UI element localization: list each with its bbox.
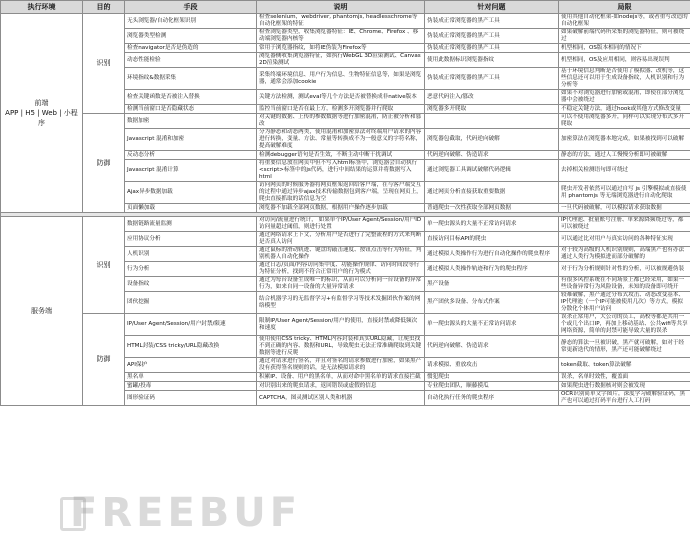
limitation-cell: 一旦代码被破解，可以模拟请求获取数据	[559, 204, 690, 213]
method-cell: 检查关键函数是否被注入替换	[125, 90, 257, 105]
limitation-cell: 去掉相关检测语句即可绕过	[559, 160, 690, 182]
table-row	[1, 314, 690, 336]
description-cell: 检查selenium，webdriver, phantomjs, headlesschrome等自动化框架的特征	[257, 14, 425, 29]
target-issue-cell: 浏览器多开爬取	[425, 105, 559, 114]
limitation-cell: 误杀，名单时效性，覆盖面	[559, 373, 690, 382]
description-cell: 对关键的数据、上传的参数数据等进行加密混淆，防止被分析和篡改	[257, 114, 425, 129]
limitation-cell: 机型相同，OS版本相同的情况下	[559, 44, 690, 53]
method-cell: Javascript 混淆计算	[125, 160, 257, 182]
method-cell: HTML封装/CSS tricky/URL隐藏改换	[125, 336, 257, 358]
description-cell: 关键方法检测，测试eval等几个方法是否被替换成非native版本	[257, 90, 425, 105]
method-cell: 反动态分析	[125, 151, 257, 160]
header-description: 说明	[257, 1, 425, 14]
description-cell: 将重要信息放在网页中但不写入html标签中，浏览器会自动执行<script>标签中的js代码，进行中间结果的运算并将数据写入html	[257, 160, 425, 182]
header-target-issue: 针对问题	[425, 1, 559, 14]
limitation-cell: 有很多风控系统在不同场景上都已经采用，如果一些设备异常行为风险设备，未知的设备即可绕开	[559, 277, 690, 292]
description-cell: 浏览器侧收集浏览器特征，如执行WebGL 3D渲染测试、Canvas 2D渲染测试	[257, 53, 425, 68]
target-issue-cell: 代码逆向破解、伪造请求	[425, 151, 559, 160]
description-cell: 通过对请求进行签名，并且对签名的请求参数进行加密，如果黑产没有获得签名规则的话，是无法模拟请求的	[257, 358, 425, 373]
description-cell: 浏览器不加载全部网页数据，根据用户操作逐步加载	[257, 204, 425, 213]
target-issue-cell: 黑产团伙多设备、分布式作案	[425, 292, 559, 314]
description-cell: 积累IP、设备、用户的黑名单，从而对命中黑名单的请求直接拦截	[257, 373, 425, 382]
table-row	[1, 14, 690, 29]
limitation-cell: 较难破解，黑产通过分布式攻击、动态改变基本、IP代理池（一个IP可能被使用几次）等方式，模拟分散化个体用户访问	[559, 292, 690, 314]
limitation-cell: 对于行为分析规则针对性的分析，可以被规避伪装	[559, 262, 690, 277]
description-cell: 限制IP/User Agent/Session/用户的使用，直接封禁或降低频次和速度	[257, 314, 425, 336]
description-cell: 分为静态和动态两类，使用混淆和加密算法对终端用户请求的内容进行转换，变量、方法、常量等转换成不为一般意义的字符名称，提高破解难度	[257, 129, 425, 151]
target-issue-cell: 通过网页分析直接获取重要数据	[425, 182, 559, 204]
description-cell: 检查浏览器类型，收集浏览器特征：IE、Chrome、Firefox 、移动端浏览器内核等	[257, 29, 425, 44]
limitation-cell: 静态的方法，通过人工慢慢分析即可被破解	[559, 151, 690, 160]
limitation-cell: 如果爬虫进行数据核对则会被发现	[559, 382, 690, 391]
target-issue-cell: 普通爬虫一次性获取全部网页数据	[425, 204, 559, 213]
target-issue-cell	[425, 114, 559, 129]
header-env: 执行环境	[1, 1, 83, 14]
method-cell: 环境指纹&数据采集	[125, 68, 257, 90]
description-cell: 结合机器学习的无监督学习+有监督学习等技术发掘团伙作案的网络模型	[257, 292, 425, 314]
limitation-cell: token截取、token算法破解	[559, 358, 690, 373]
limitation-cell: 如果破解前端代码所采集的浏览器特征，则可被绕过	[559, 29, 690, 44]
limitation-cell: 不稳定关键方法，通过hook或其他方式修改变量	[559, 105, 690, 114]
method-cell: Javascript 混淆和加密	[125, 129, 257, 151]
env-cell: 服务端	[1, 217, 83, 406]
method-cell: 页面懒加载	[125, 204, 257, 213]
purpose-cell: 识别	[83, 14, 125, 114]
method-cell: 检测当前窗口是否隐藏状态	[125, 105, 257, 114]
limitation-cell: 爬虫开发者依然可以通过自写 js 引擎模拟或直接使用 phantomjs 等无端浏览器进行自动化爬取	[559, 182, 690, 204]
description-cell: 采集终端环境信息、用户行为信息、生物特征信息等，如果是浏览器，通常会添加cookie	[257, 68, 425, 90]
method-cell: 团伙挖掘	[125, 292, 257, 314]
method-cell: API保护	[125, 358, 257, 373]
method-cell: 黑名单	[125, 373, 257, 382]
limitation-cell: 使用其他自动化框架-如nodejs等，或者重写改造的自动化框架	[559, 14, 690, 29]
description-cell: 通过日志/页面/内容访问集中度、功能操作规律、访问时间段等行为特征分析，找到不符合正常用户的行为模式	[257, 262, 425, 277]
env-cell: 前端 APP | H5 | Web | 小程序	[1, 14, 83, 213]
method-cell: 蜜罐/投毒	[125, 382, 257, 391]
limitation-cell: 机型相同，OS及应用相同，则容易出现误判	[559, 53, 690, 68]
target-issue-cell: 自动化执行任务的爬虫程序	[425, 391, 559, 406]
header-purpose: 目的	[83, 1, 125, 14]
description-cell: 常用于浏览器指纹，如将IE伪装为Firefox等	[257, 44, 425, 53]
method-cell: 动态性能检验	[125, 53, 257, 68]
target-issue-cell: 通过模拟人类操作行为进行自动化操作的爬虫程序	[425, 247, 559, 262]
target-issue-cell: 黑产设备	[425, 277, 559, 292]
method-cell: Ajax异步数据加载	[125, 182, 257, 204]
description-cell: 访问网页的时候服务器将网页框架返回给客户端，在与客户端交互的过程中通过异步ajax技术传输数据包到客户端，呈现在网页上，爬虫直接抓取的话信息为空	[257, 182, 425, 204]
watermark: FREEBUF	[70, 490, 302, 536]
target-issue-cell: 代码逆向破解、伪造请求	[425, 336, 559, 358]
target-issue-cell: 直接访问目标API的爬虫	[425, 232, 559, 247]
description-cell: 对识别出来的爬虫请求，返回错误或虚假的信息	[257, 382, 425, 391]
description-cell: 通过为每台设备生成唯一的标识，从而可以分析同一台设备的异常行为，如来自同一设备的大量异常请求	[257, 277, 425, 292]
limitation-cell: 对于较为高级的人机识别规则，高端黑产也有办法通过人类行为模拟进而部分破解的	[559, 247, 690, 262]
description-cell: 通过鼠标的滑动轨迹、键盘的敲击速度、按钮点击等行为特征，判别机器人自动化操作	[257, 247, 425, 262]
limitation-cell: 静态的算法一旦被识破，黑产就可破解，如对于经常更新迭代的情形，黑产还可能破解绕过	[559, 336, 690, 358]
limitation-cell: 可以通过比对用户与真实访问的各种特征实现	[559, 232, 690, 247]
target-issue-cell: 伪装成正常浏览器的黑产工具	[425, 14, 559, 29]
target-issue-cell: 伪装成正常浏览器的黑产工具	[425, 29, 559, 44]
header-limitation: 局限	[559, 1, 690, 14]
description-cell: CAPTCHA，图灵测试区别人类和机器	[257, 391, 425, 406]
method-cell: 浏览器类型检测	[125, 29, 257, 44]
limitation-cell: 误杀正常用户，大公司的员工，高校等都是共用一个或几个出口IP，再加上移动基站、公共wifi等共享网络资源，简单的封禁可能导致大量的误杀	[559, 314, 690, 336]
target-issue-cell: 使用此数据标识浏览器指纹	[425, 53, 559, 68]
target-issue-cell: 惯犯爬虫	[425, 373, 559, 382]
watermark-logo-icon	[60, 497, 86, 531]
description-cell: 对访问/流量进行统计， 如果单个IP/User Agent/Session/用户ID访问量超过阈值，则进行处置	[257, 217, 425, 232]
target-issue-cell: 单一爬虫源头的大量不正常访问请求	[425, 217, 559, 232]
description-cell: 使用使用CSS tricky、HTML内容封装和真实URL隐藏，让爬虫找不到正确的内容、数据和URL，导致爬虫无法正常准确爬取到关键数据等进行反爬	[257, 336, 425, 358]
target-issue-cell: 恶意代码注入/篡改	[425, 90, 559, 105]
target-issue-cell: 伪装成正常浏览器的黑产工具	[425, 68, 559, 90]
target-issue-cell: 浏览器包截取，代码逆向破解	[425, 129, 559, 151]
purpose-cell: 防御	[83, 314, 125, 406]
target-issue-cell: 请求模拟、重放攻击	[425, 358, 559, 373]
purpose-cell: 防御	[83, 114, 125, 213]
table-row	[1, 217, 690, 232]
limitation-cell: OCR识别简单文字图片，深度学习破解验证码，黑产也可以通过打码平台进行人工打码	[559, 391, 690, 406]
target-issue-cell: 通过浏览器工具调试破解代码逻辑	[425, 160, 559, 182]
method-cell: IP/User Agent/Session/用户封禁/限速	[125, 314, 257, 336]
table-row	[1, 114, 690, 129]
method-cell: 行为分析	[125, 262, 257, 277]
description-cell: 通过网络请求上下文，分析用户是否进行了完整流程的方式来判断是否真人访问	[257, 232, 425, 247]
method-cell: 图形验证码	[125, 391, 257, 406]
method-cell: 无头浏览器/自动化框架识别	[125, 14, 257, 29]
target-issue-cell: 通过模拟人类操作轨迹和行为的爬虫程序	[425, 262, 559, 277]
target-issue-cell: 专业爬虫团队，顺藤摸瓜	[425, 382, 559, 391]
limitation-cell: 基于环境信息判断是否使用了模拟器、改机等，这些信息还可以用于生成设备指纹，人机识别和行为分析等	[559, 68, 690, 90]
header-method: 手段	[125, 1, 257, 14]
limitation-cell: 加密算法在浏览器本地完成，如果被找到可以破解	[559, 129, 690, 151]
limitation-cell: 如果不对浏览器进行加密或混淆，即使在部分浏览器中会被绕过	[559, 90, 690, 105]
description-cell: 监控当前窗口是否在最上方，检测多开浏览器并行爬取	[257, 105, 425, 114]
method-cell: 检查navigator是否是伪造的	[125, 44, 257, 53]
limitation-cell: IP代理池、批量账号注册、单来源降频绕过等，都可以被绕过	[559, 217, 690, 232]
description-cell: 检测debugger语句是否生效，不断主动中断干扰调试	[257, 151, 425, 160]
method-cell: 人机识别	[125, 247, 257, 262]
method-cell: 数据链路流量监测	[125, 217, 257, 232]
target-issue-cell: 单一爬虫源头的大量不正常访问请求	[425, 314, 559, 336]
method-cell: 设备指纹	[125, 277, 257, 292]
purpose-cell: 识别	[83, 217, 125, 314]
method-cell: 数据加密	[125, 114, 257, 129]
limitation-cell: 可以不使用浏览器多开，同样可以实现分布式多开爬取	[559, 114, 690, 129]
method-cell: 应用协议分析	[125, 232, 257, 247]
target-issue-cell: 伪装成正常浏览器的黑产工具	[425, 44, 559, 53]
header-row	[1, 1, 690, 14]
